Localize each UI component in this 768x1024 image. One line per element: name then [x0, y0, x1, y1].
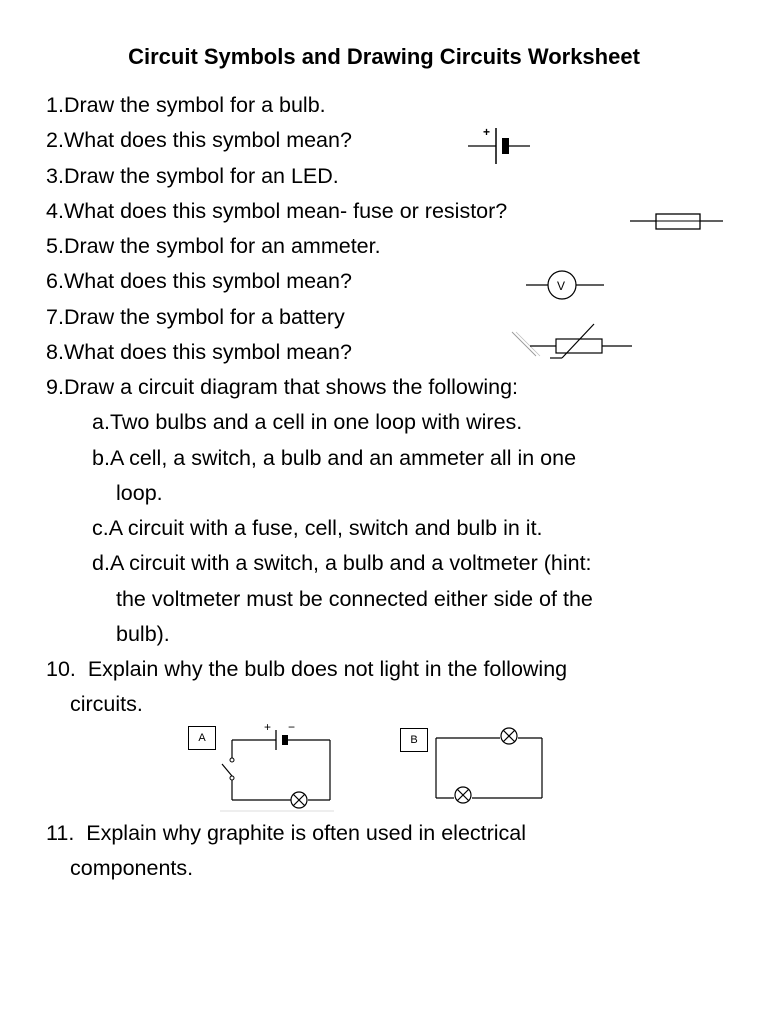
- subitem-letter: a.: [92, 410, 110, 434]
- question-9: [46, 374, 518, 400]
- subitem-text: A circuit with a fuse, cell, switch and bulb in it.: [108, 516, 543, 540]
- subitem-b-continued: loop.: [116, 481, 163, 505]
- question-number: 7.: [46, 305, 64, 329]
- subitem-d-continued-2: bulb).: [116, 622, 170, 646]
- question-text: What does this symbol mean?: [63, 340, 352, 364]
- subitem-c: [92, 515, 543, 541]
- subitem-letter: b.: [92, 446, 110, 470]
- subitem-d-continued-1: the voltmeter must be connected either side of the: [116, 587, 593, 611]
- question-number: 9.: [46, 375, 64, 399]
- question-number: 5.: [46, 234, 64, 258]
- question-text: What does this symbol mean?: [63, 269, 352, 293]
- question-text: What does this symbol mean?: [63, 128, 352, 152]
- question-10: [46, 656, 567, 682]
- circuit-b-diagram: [430, 724, 548, 808]
- question-6: [46, 268, 352, 294]
- circuit-b-label: B: [400, 728, 428, 752]
- question-number: 11.: [46, 821, 75, 845]
- voltmeter-letter: V: [557, 279, 566, 293]
- subitem-text: Two bulbs and a cell in one loop with wires.: [109, 410, 523, 434]
- circuit-a-minus: −: [288, 720, 296, 734]
- question-text: Explain why the bulb does not light in the following: [87, 657, 568, 681]
- subitem-letter: c.: [92, 516, 109, 540]
- subitem-d: [92, 550, 592, 576]
- fuse-resistor-symbol: [630, 208, 724, 236]
- question-number: 6.: [46, 269, 64, 293]
- subitem-text: A cell, a switch, a bulb and an ammeter all in one: [109, 446, 577, 470]
- question-text: What does this symbol mean- fuse or resistor?: [63, 199, 508, 223]
- question-text: Draw a circuit diagram that shows the following:: [63, 375, 519, 399]
- worksheet-title: Circuit Symbols and Drawing Circuits Worksheet: [128, 44, 640, 69]
- question-11-continued: components.: [70, 856, 194, 880]
- subitem-a: [92, 409, 522, 435]
- question-number: 10.: [46, 657, 76, 681]
- question-number: 2.: [46, 128, 64, 152]
- question-10-continued: circuits.: [70, 692, 143, 716]
- question-number: 3.: [46, 164, 64, 188]
- cell-symbol: [466, 124, 532, 168]
- question-1: [46, 92, 326, 118]
- voltmeter-symbol: [524, 266, 610, 306]
- question-number: 1.: [46, 93, 64, 117]
- question-text: Draw the symbol for an ammeter.: [63, 234, 381, 258]
- question-number: 4.: [46, 199, 64, 223]
- question-text: Draw the symbol for an LED.: [63, 164, 339, 188]
- circuit-a-label: A: [188, 726, 216, 750]
- question-text: Draw the symbol for a battery: [63, 305, 345, 329]
- circuit-a-plus: +: [264, 720, 272, 734]
- question-7: [46, 304, 345, 330]
- subitem-text: A circuit with a switch, a bulb and a voltmeter (hint:: [109, 551, 592, 575]
- circuit-a-diagram: [210, 718, 340, 814]
- thermistor-symbol: [510, 318, 640, 368]
- question-text: Draw the symbol for a bulb.: [63, 93, 326, 117]
- question-5: [46, 233, 381, 259]
- question-number: 8.: [46, 340, 64, 364]
- question-8: [46, 339, 352, 365]
- subitem-letter: d.: [92, 551, 110, 575]
- question-text: Explain why graphite is often used in electrical: [86, 821, 527, 845]
- subitem-b: [92, 445, 576, 471]
- question-3: [46, 163, 339, 189]
- question-11: [46, 820, 526, 846]
- cell-plus-sign: +: [483, 125, 491, 139]
- question-4: [46, 198, 507, 224]
- question-2: [46, 127, 352, 153]
